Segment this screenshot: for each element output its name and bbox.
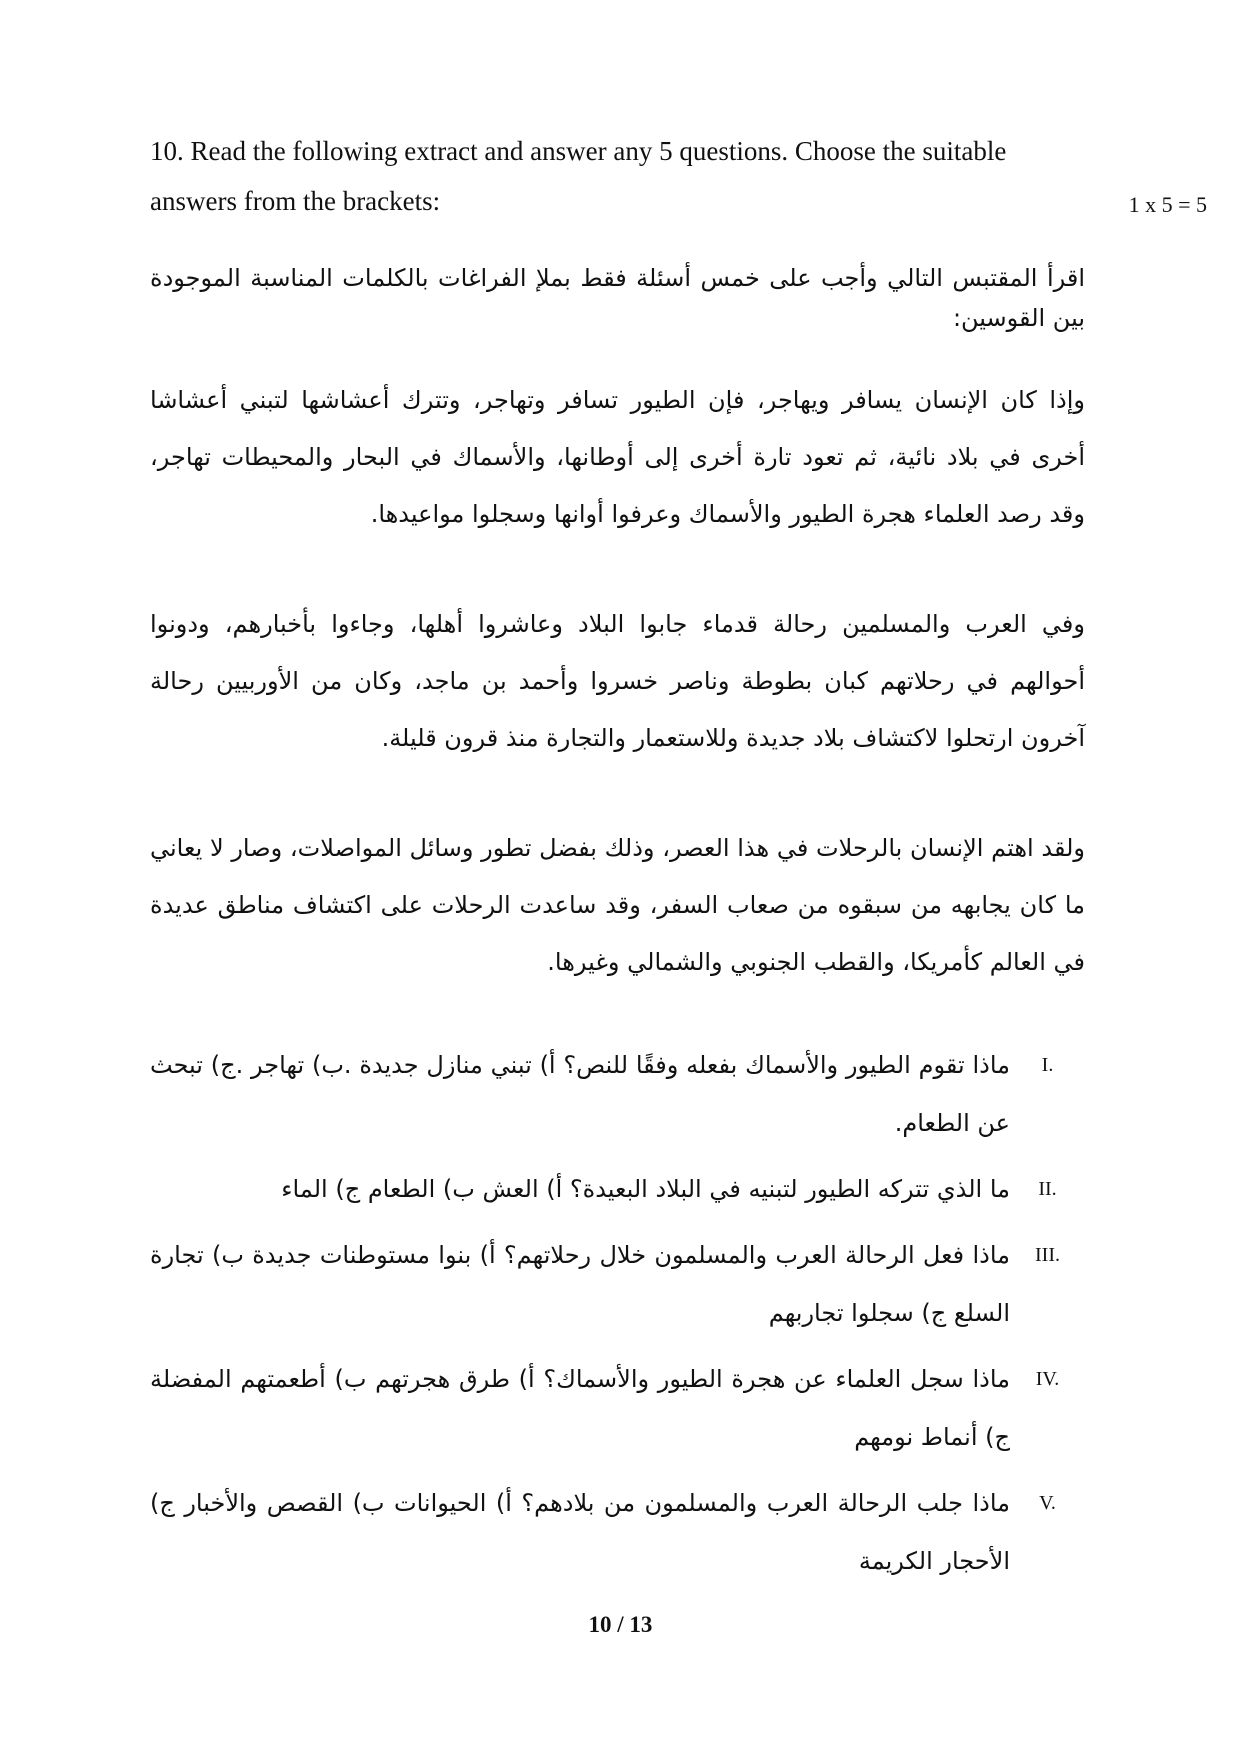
question-intro: 10. Read the following extract and answer any 5 questions. Choose the suitable answers from the brackets: — [150, 136, 1007, 216]
question-number: I. — [1041, 1054, 1054, 1076]
question-item-3 — [150, 1226, 1085, 1342]
page-number: 10 / 13 — [588, 1612, 653, 1637]
question-text: ما الذي تتركه الطيور لتبنيه في البلاد البعيدة؟ أ) العش ب) الطعام ج) الماء — [281, 1175, 1010, 1203]
question-text: ماذا تقوم الطيور والأسماك بفعله وفقًا للنص؟ أ) تبني منازل جديدة .ب) تهاجر .ج) تبحث عن الطعام. — [150, 1051, 1010, 1137]
passage-paragraph-1: وإذا كان الإنسان يسافر ويهاجر، فإن الطيور تسافر وتهاجر، وتترك أعشاشها لتبني أعشاشا أخرى في بلاد نائية، ثم تعود تارة أخرى إلى أوطانها، والأسماك في البحار والمحيطات تهاجر، وقد رصد العلماء هجرة الطيور والأسماك وعرفوا أوانها وسجلوا مواعيدها. — [150, 386, 1085, 528]
marks-allocation: 1 x 5 = 5 — [1128, 192, 1207, 217]
question-text: ماذا جلب الرحالة العرب والمسلمون من بلادهم؟ أ) الحيوانات ب) القصص والأخبار ج) الأحجار الكريمة — [150, 1489, 1010, 1575]
passage-paragraph-2: وفي العرب والمسلمين رحالة قدماء جابوا البلاد وعاشروا أهلها، وجاءوا بأخبارهم، ودونوا أحوالهم في رحلاتهم كبان بطوطة وناصر خسروا وأحمد بن ماجد، وكان من الأوربيين رحالة آخرون ارتحلوا لاكتشاف بلاد جديدة وللاستعمار والتجارة منذ قرون قليلة. — [150, 610, 1085, 752]
question-item-5 — [150, 1474, 1085, 1590]
question-number: IV. — [1035, 1368, 1060, 1390]
question-item-4 — [150, 1350, 1085, 1466]
question-text: ماذا فعل الرحالة العرب والمسلمون خلال رحلاتهم؟ أ) بنوا مستوطنات جديدة ب) تجارة السلع ج) سجلوا تجاربهم — [150, 1241, 1010, 1327]
question-text: ماذا سجل العلماء عن هجرة الطيور والأسماك؟ أ) طرق هجرتهم ب) أطعمتهم المفضلة ج) أنماط نومهم — [150, 1365, 1010, 1451]
question-number: V. — [1039, 1492, 1056, 1514]
question-list — [150, 1036, 1085, 1598]
question-item-1 — [150, 1036, 1085, 1152]
arabic-instruction: اقرأ المقتبس التالي وأجب على خمس أسئلة فقط بملإ الفراغات بالكلمات المناسبة الموجودة بين القوسين: — [150, 264, 1085, 332]
question-number: II. — [1038, 1178, 1057, 1200]
question-item-2 — [150, 1160, 1085, 1218]
passage-paragraph-3: ولقد اهتم الإنسان بالرحلات في هذا العصر، وذلك بفضل تطور وسائل المواصلات، وصار لا يعاني ما كان يجابهه من سبقوه من صعاب السفر، وقد ساعدت الرحلات على اكتشاف مناطق عديدة في العالم كأمريكا، والقطب الجنوبي والشمالي وغيرها. — [150, 834, 1085, 976]
question-number: III. — [1035, 1244, 1060, 1266]
